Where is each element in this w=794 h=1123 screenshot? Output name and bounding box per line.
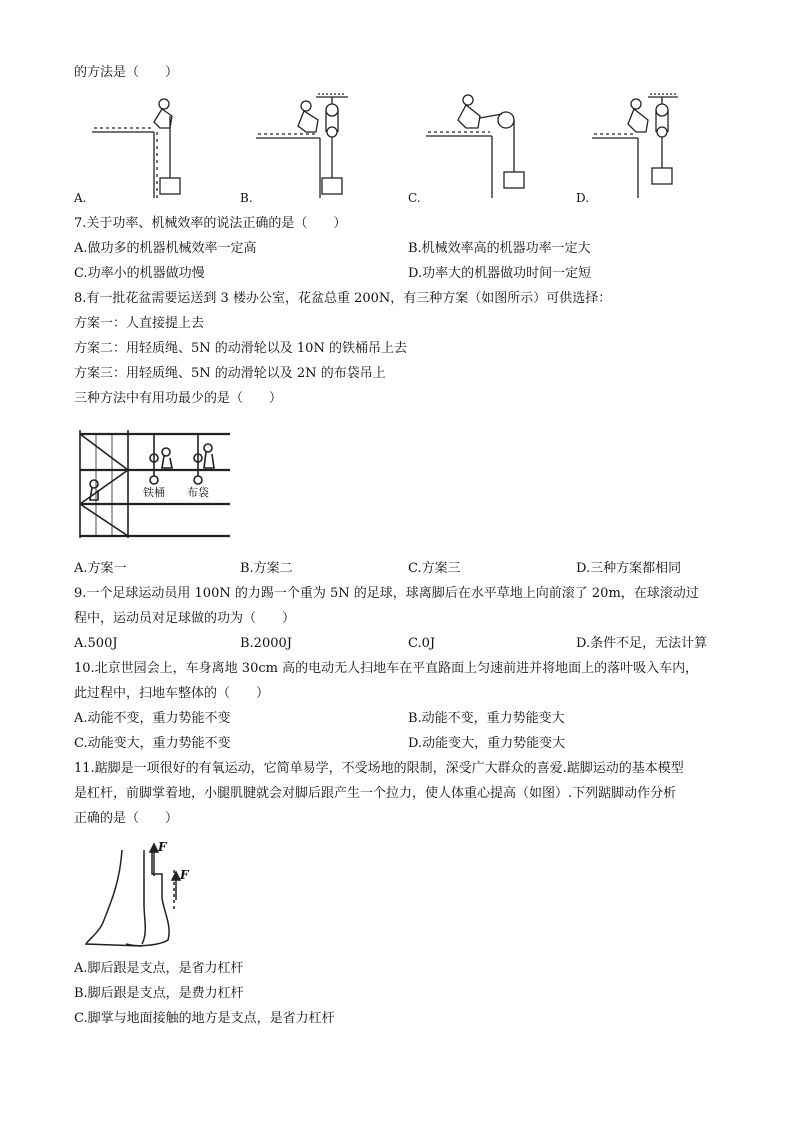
q6-label-c: C. <box>408 191 421 205</box>
q8-option-c: C.方案三 <box>408 561 461 576</box>
q11-force-label-1: F <box>158 840 167 854</box>
q6-figure-c <box>426 92 536 200</box>
q11-stem-line3: 正确的是（ ） <box>74 811 179 826</box>
q7-option-c: C.功率小的机器做功慢 <box>74 266 205 281</box>
q11-option-b: B.脚后跟是支点，是费力杠杆 <box>74 986 244 1001</box>
q8-plan-1: 方案一：人直接提上去 <box>74 316 205 331</box>
q11-option-a: A.脚后跟是支点，是省力杠杆 <box>74 961 244 976</box>
q11-option-c: C.脚掌与地面接触的地方是支点，是省力杠杆 <box>74 1011 335 1026</box>
q9-option-a: A.500J <box>74 636 118 651</box>
q6-label-b: B. <box>240 191 253 205</box>
q9-stem-line2: 程中，运动员对足球做的功为（ ） <box>74 611 296 626</box>
q11-force-label-2: F <box>180 868 189 882</box>
q10-stem-line2: 此过程中，扫地车整体的（ ） <box>74 686 270 701</box>
q6-label-a: A. <box>74 191 87 205</box>
q6-stem-tail: 的方法是（ ） <box>74 65 179 80</box>
q10-option-d: D.动能变大，重力势能变大 <box>408 736 566 751</box>
q7-option-d: D.功率大的机器做功时间一定短 <box>408 266 592 281</box>
q11-foot-figure <box>82 840 192 952</box>
q6-figure-b <box>256 92 356 200</box>
q9-stem-line1: 9.一个足球运动员用 100N 的力踢一个重为 5N 的足球，球离脚后在水平草地上向前滚了 20m，在球滚动过 <box>74 586 699 601</box>
q6-figure-d <box>592 92 692 200</box>
q11-stem-line2: 是杠杆，前脚掌着地，小腿肌腱就会对脚后跟产生一个拉力，使人体重心提高（如图）.下列踮脚动作分析 <box>74 786 677 801</box>
q9-option-c: C.0J <box>408 636 436 651</box>
q8-option-a: A.方案一 <box>74 561 127 576</box>
q8-option-d: D.三种方案都相同 <box>576 561 682 576</box>
q8-bucket-label: 铁桶 <box>143 486 165 499</box>
q7-stem: 7.关于功率、机械效率的说法正确的是（ ） <box>74 216 347 231</box>
q8-option-b: B.方案二 <box>240 561 293 576</box>
q11-stem-line1: 11.踮脚是一项很好的有氧运动，它简单易学，不受场地的限制，深受广大群众的喜爱.踮脚运动的基本模型 <box>74 761 684 776</box>
q8-plan-2: 方案二：用轻质绳、5N 的动滑轮以及 10N 的铁桶吊上去 <box>74 341 407 356</box>
q7-option-a: A.做功多的机器机械效率一定高 <box>74 241 257 256</box>
q8-stem: 8.有一批花盆需要运送到 3 楼办公室，花盆总重 200N，有三种方案（如图所示）可供选择： <box>74 291 612 306</box>
q7-option-b: B.机械效率高的机器功率一定大 <box>408 241 591 256</box>
q10-option-c: C.动能变大，重力势能不变 <box>74 736 231 751</box>
q8-plan-3: 方案三：用轻质绳、5N 的动滑轮以及 2N 的布袋吊上 <box>74 366 386 381</box>
q6-figure-a <box>92 92 202 200</box>
q9-option-b: B.2000J <box>240 636 292 651</box>
q8-question: 三种方法中有用功最少的是（ ） <box>74 391 283 406</box>
q10-option-a: A.动能不变，重力势能不变 <box>74 711 231 726</box>
q6-label-d: D. <box>576 191 590 205</box>
q10-stem-line1: 10.北京世园会上，车身离地 30cm 高的电动无人扫地车在平直路面上匀速前进并将地面上的落叶吸入车内， <box>74 661 699 676</box>
q8-bag-label: 布袋 <box>187 486 209 499</box>
q9-option-d: D.条件不足，无法计算 <box>576 636 708 651</box>
q10-option-b: B.动能不变，重力势能变大 <box>408 711 565 726</box>
